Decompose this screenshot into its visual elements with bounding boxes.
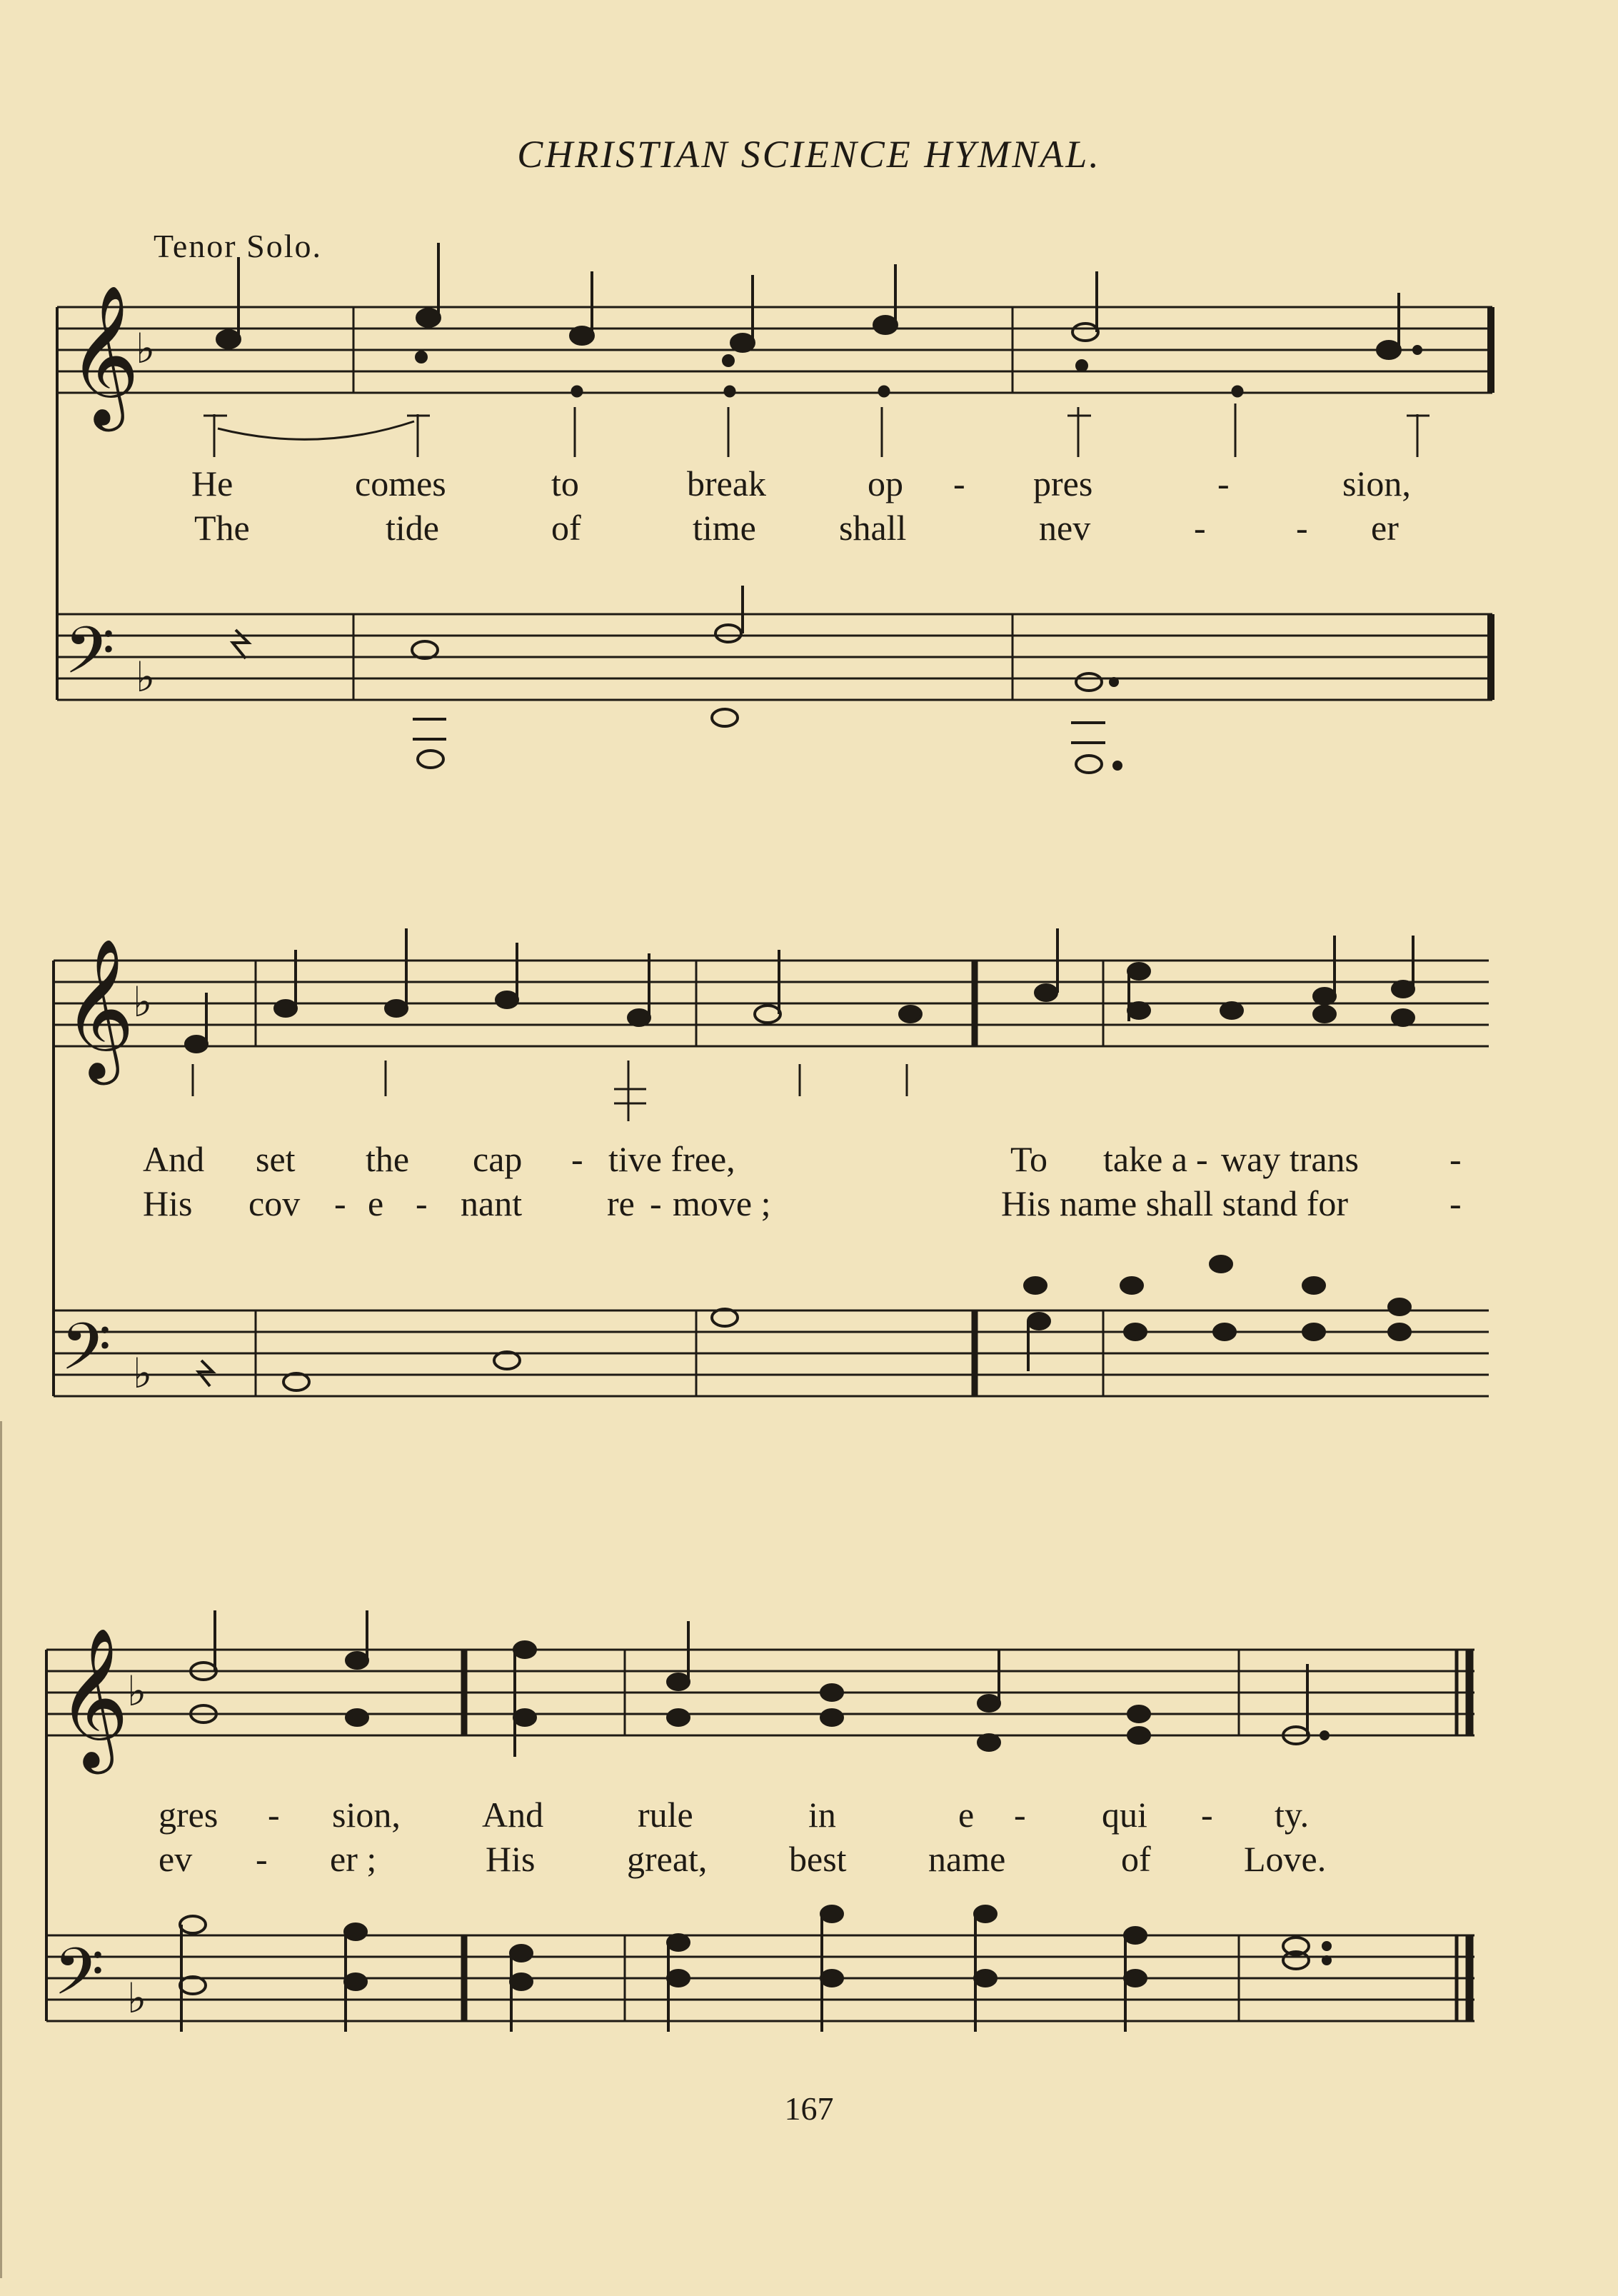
- lyric-syllable: sion,: [332, 1795, 401, 1835]
- lyric-line-2: [0, 1183, 1618, 1228]
- lyric-syllable: He: [191, 463, 233, 503]
- lyric-syllable: tive free,: [608, 1139, 735, 1179]
- lyric-syllable: name: [928, 1839, 1006, 1879]
- lyric-syllable: His name shall stand for: [1001, 1183, 1349, 1223]
- lyric-hyphen: -: [650, 1183, 662, 1223]
- lyric-hyphen: -: [416, 1183, 428, 1223]
- lyric-syllable: e: [958, 1795, 975, 1835]
- svg-text:𝄞: 𝄞: [68, 284, 140, 426]
- treble-clef-icon: 𝄞: [63, 938, 135, 1079]
- lyric-syllable: qui: [1102, 1795, 1147, 1835]
- lyric-hyphen: -: [334, 1183, 346, 1223]
- lyric-line-2: [0, 507, 1618, 553]
- lyric-syllable: shall: [839, 508, 907, 548]
- lyric-syllable: ev: [159, 1839, 193, 1879]
- lyric-syllable: great,: [627, 1839, 708, 1879]
- lyric-syllable: way trans: [1221, 1139, 1359, 1179]
- lyric-syllable: sion,: [1342, 463, 1411, 503]
- lyric-hyphen: -: [268, 1795, 280, 1835]
- lyric-hyphen: -: [256, 1839, 268, 1879]
- music-system-2: [0, 886, 1618, 1428]
- lyric-hyphen: -: [1196, 1139, 1208, 1179]
- lyric-line-2: [0, 1838, 1618, 1884]
- treble-clef-icon: [68, 284, 139, 431]
- lyric-syllable: to: [551, 463, 579, 503]
- lyric-syllable: ty.: [1275, 1795, 1310, 1835]
- lyric-hyphen: -: [1201, 1795, 1213, 1835]
- lyric-syllable: To: [1010, 1139, 1048, 1179]
- lyric-syllable: comes: [355, 463, 446, 503]
- lyric-syllable: of: [1121, 1839, 1151, 1879]
- lyric-syllable: er: [1371, 508, 1399, 548]
- lyric-syllable: the: [366, 1139, 410, 1179]
- lyric-syllable: e: [368, 1183, 384, 1223]
- music-system-1: [0, 214, 1618, 786]
- lyric-syllable: tide: [386, 508, 439, 548]
- lyric-syllable: The: [194, 508, 250, 548]
- lyric-syllable: time: [693, 508, 756, 548]
- flat-sign-icon: ♭: [127, 1974, 147, 2022]
- lyric-syllable: take a: [1103, 1139, 1187, 1179]
- lyric-syllable: re: [607, 1183, 635, 1223]
- page-number: 167: [784, 2090, 834, 2127]
- flat-sign-icon: ♭: [133, 1349, 153, 1398]
- lyric-syllable: His: [143, 1183, 193, 1223]
- lyric-syllable: er ;: [330, 1839, 377, 1879]
- lyric-syllable: And: [143, 1139, 205, 1179]
- music-system-3: [0, 1571, 1618, 2085]
- treble-clef-icon: 𝄞: [57, 1627, 129, 1768]
- bass-clef-icon: 𝄢: [54, 1934, 104, 2025]
- lyric-syllable: His: [486, 1839, 536, 1879]
- lyric-syllable: pres: [1033, 463, 1093, 503]
- lyric-hyphen: -: [571, 1139, 583, 1179]
- lyric-hyphen: -: [1296, 508, 1308, 548]
- lyric-syllable: cov: [248, 1183, 301, 1223]
- binding-edge: [0, 1421, 9, 2278]
- lyric-syllable: nant: [461, 1183, 523, 1223]
- lyric-line-1: [0, 1138, 1618, 1184]
- flat-sign-icon: ♭: [133, 978, 153, 1026]
- lyric-syllable: break: [687, 463, 767, 503]
- lyric-line-1: [0, 1794, 1618, 1840]
- flat-sign-icon: ♭: [136, 324, 156, 373]
- lyric-hyphen: -: [953, 463, 965, 503]
- bass-clef-icon: [64, 613, 115, 704]
- flat-sign-icon: ♭: [136, 653, 156, 701]
- flat-sign-icon: ♭: [127, 1667, 147, 1715]
- lyric-syllable: move ;: [673, 1183, 771, 1223]
- lyric-syllable: gres: [159, 1795, 218, 1835]
- lyric-line-1: [0, 463, 1618, 508]
- lyric-syllable: set: [256, 1139, 296, 1179]
- lyric-syllable: best: [789, 1839, 847, 1879]
- bass-clef-icon: 𝄢: [61, 1309, 111, 1400]
- lyric-syllable: op: [868, 463, 903, 503]
- tenor-solo-label: Tenor Solo.: [154, 228, 322, 264]
- lyric-hyphen: -: [1014, 1795, 1026, 1835]
- lyric-hyphen: -: [1217, 463, 1230, 503]
- lyric-syllable: cap: [473, 1139, 523, 1179]
- running-title: CHRISTIAN SCIENCE HYMNAL.: [517, 133, 1101, 176]
- lyric-syllable: in: [808, 1795, 836, 1835]
- lyric-syllable: of: [551, 508, 581, 548]
- svg-text:𝄢: 𝄢: [64, 613, 115, 704]
- lyric-hyphen: -: [1194, 508, 1206, 548]
- lyric-hyphen: -: [1449, 1139, 1462, 1179]
- lyric-syllable: nev: [1039, 508, 1091, 548]
- lyric-syllable: Love.: [1244, 1839, 1327, 1879]
- lyric-syllable: And: [482, 1795, 544, 1835]
- lyric-hyphen: -: [1449, 1183, 1462, 1223]
- lyric-syllable: rule: [638, 1795, 693, 1835]
